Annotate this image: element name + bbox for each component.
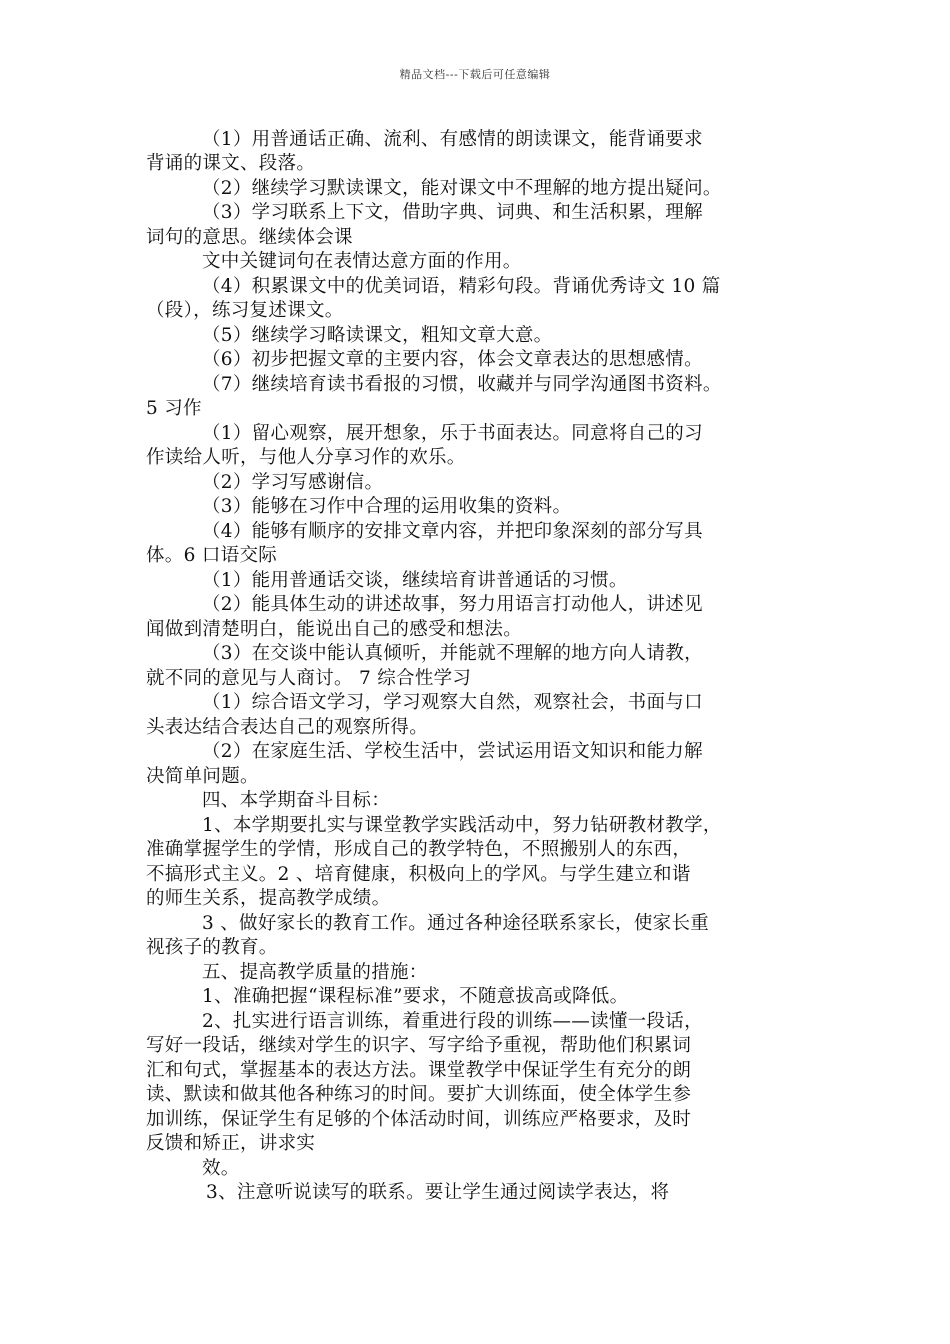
text-line: 体。6 口语交际 [146,545,278,566]
text-line: 的师生关系，提高教学成绩。 [146,888,391,909]
text-line: 视孩子的教育。 [146,937,278,958]
text-line: 准确掌握学生的学情，形成自己的教学特色，不照搬别人的东西， [146,839,692,860]
text-line: 不搞形式主义。2 、培育健康，积极向上的学风。与学生建立和谐 [146,864,691,885]
text-line: 3、注意听说读写的联系。要让学生通过阅读学表达，将 [206,1182,670,1203]
text-line: 1、本学期要扎实与课堂教学实践活动中，努力钻研教材教学， [202,815,722,836]
text-line: （3）能够在习作中合理的运用收集的资料。 [202,496,572,517]
text-line: （5）继续学习略读课文，粗知文章大意。 [202,325,553,346]
page-header: 精品文档---下载后可任意编辑 [399,68,551,81]
text-line: 写好一段话，继续对学生的识字、写字给予重视，帮助他们积累词 [146,1035,692,1056]
text-line: 决简单问题。 [146,766,259,787]
text-line: 3 、做好家长的教育工作。通过各种途径联系家长，使家长重 [202,913,710,934]
text-line: （2）继续学习默读课文，能对课文中不理解的地方提出疑问。 [202,178,722,199]
text-line: 文中关键词句在表情达意方面的作用。 [202,251,522,272]
text-line: 5 习作 [146,398,202,419]
text-line: 汇和句式，掌握基本的表达方法。课堂教学中保证学生有充分的朗 [146,1060,692,1081]
text-line: 词句的意思。继续体会课 [146,227,353,248]
text-line: （1）留心观察，展开想象，乐于书面表达。同意将自己的习 [202,423,703,444]
text-line: 就不同的意见与人商讨。 7 综合性学习 [146,668,472,689]
text-line: 反馈和矫正，讲求实 [146,1133,316,1154]
text-line: 头表达结合表达自己的观察所得。 [146,717,429,738]
text-line: （段），练习复述课文。 [146,300,344,321]
text-line: （4）能够有顺序的安排文章内容，并把印象深刻的部分写具 [202,521,703,542]
text-line: （2）学习写感谢信。 [202,472,384,493]
section-heading: 四、本学期奋斗目标： [202,790,391,811]
text-line: 背诵的课文、段落。 [146,153,316,174]
text-line: 读、默读和做其他各种练习的时间。要扩大训练面，使全体学生参 [146,1084,692,1105]
text-line: 2、扎实进行语言训练，着重进行段的训练——读懂一段话， [202,1011,703,1032]
text-line: 效。 [202,1158,240,1179]
text-line: （1）综合语文学习，学习观察大自然，观察社会，书面与口 [202,692,703,713]
text-line: 闻做到清楚明白，能说出自己的感受和想法。 [146,619,523,640]
text-line: （6）初步把握文章的主要内容，体会文章表达的思想感情。 [202,349,703,370]
text-line: 加训练，保证学生有足够的个体活动时间，训练应严格要求，及时 [146,1109,692,1130]
text-line: 1、准确把握“课程标准”要求，不随意拔高或降低。 [202,986,629,1007]
text-line: 作读给人听，与他人分享习作的欢乐。 [146,447,466,468]
text-line: （3）在交谈中能认真倾听，并能就不理解的地方向人请教， [202,643,703,664]
text-line: （4）积累课文中的优美词语，精彩句段。背诵优秀诗文 10 篇 [202,276,721,297]
section-heading: 五、提高教学质量的措施： [202,962,428,983]
text-line: （2）在家庭生活、学校生活中，尝试运用语文知识和能力解 [202,741,703,762]
text-line: （2）能具体生动的讲述故事，努力用语言打动他人，讲述见 [202,594,703,615]
text-line: （3）学习联系上下文，借助字典、词典、和生活积累，理解 [202,202,703,223]
text-line: （7）继续培育读书看报的习惯，收藏并与同学沟通图书资料。 [202,374,722,395]
text-line: （1）能用普通话交谈，继续培育讲普通话的习惯。 [202,570,628,591]
text-line: （1）用普通话正确、流利、有感情的朗读课文，能背诵要求 [202,129,703,150]
